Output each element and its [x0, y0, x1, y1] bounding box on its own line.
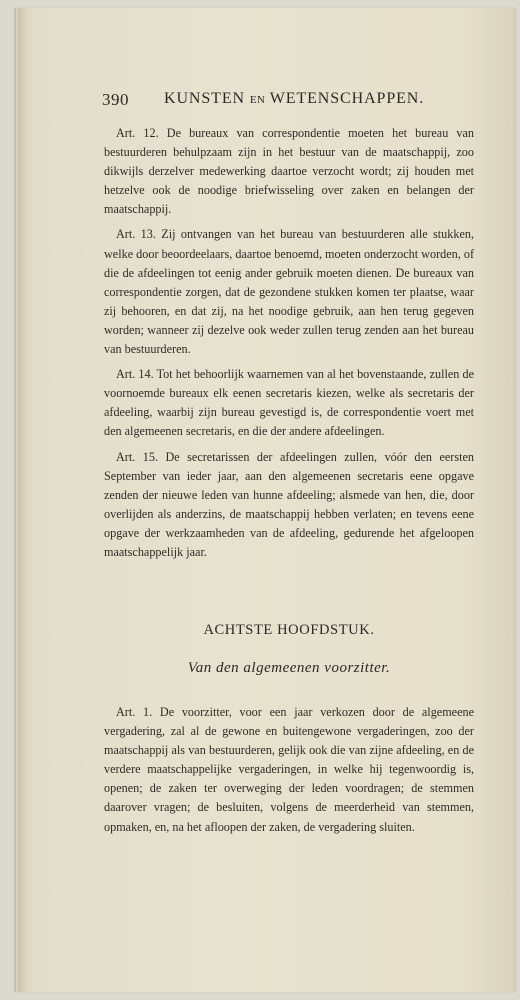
paragraph-art-14: Art. 14. Tot het behoorlijk waarnemen van al het bovenstaande, zullen de voornoemde bureaux elk eenen secretaris kiezen, welke als secretaris der afdeeling, waarbij zijn bureau gevestigd is, de correspondentie voert met den algemeenen secretaris, en die der andere afdeelingen. [104, 367, 474, 439]
paragraph-art-1: Art. 1. De voorzitter, voor een jaar verkozen door de algemeene vergadering, zal al de gewone en buitengewone vergaderingen, zoo der maatschappij als van bestuurderen, gelijk ook die van zijne afdeeling, en de verdere maatschappelijke vergaderingen, in welke hij tegenwoordig is, openen; de zaken ter overweging der leden voordragen; de stemmen daarover vragen; de besluiten, volgens de meerderheid van stemmen, opmaken, en, na het afloopen der zaken, de vergadering sluiten. [104, 705, 474, 834]
running-title-conjunction: EN [249, 94, 266, 106]
page-header [102, 90, 442, 112]
page-number: 390 [102, 90, 129, 109]
body-text-upper [104, 124, 474, 568]
running-title [164, 90, 424, 108]
paragraph-art-15: Art. 15. De secretarissen der afdeelingen zullen, vóór den eersten September van ieder jaar, aan den algemeenen secretaris eene opgave zenden der nieuwe leden van hunne afdeeling; alsmede van hen, die, door overlijden als anderzins, de maatschappij hebben verlaten; en tevens eene opgave der werkzaamheden van de afdeeling, gedurende het afgeloopen maatschappelijk jaar. [104, 449, 474, 559]
page-edge-shadow [18, 8, 28, 992]
paragraph-art-12: Art. 12. De bureaux van correspondentie moeten het bureau van bestuurderen behulpzaam zijn in het bestuur van de maatschappij, zoo dikwijls derzelver medewerking daartoe verzocht wordt; zij houden met hetzelve ook de noodige briefwisseling over zaken en belangen der maatschappij. [104, 126, 474, 217]
running-title-part2: WETENSCHAPPEN. [269, 90, 425, 107]
paragraph-art-13: Art. 13. Zij ontvangen van het bureau van bestuurderen alle stukken, welke door beoordeelaars, daartoe benoemd, moeten onderzocht worden, of die de afdeelingen tot eenig ander gebruik moeten dienen. De bureaux van correspondentie zorgen, dat de gezondene stukken komen ter plaatse, waar zij behooren, en dat zij, na het noodige gebruik, aan hen terug gegeven worden; wanneer zij dezelve ook weder zullen terug zenden aan het bureau van bestuurderen. [104, 227, 474, 357]
running-title-part1: KUNSTEN [164, 90, 245, 107]
chapter-title: ACHTSTE HOOFDSTUK. [203, 622, 375, 638]
section-title: Van den algemeenen voorzitter. [187, 660, 391, 676]
body-text-lower [104, 703, 474, 843]
